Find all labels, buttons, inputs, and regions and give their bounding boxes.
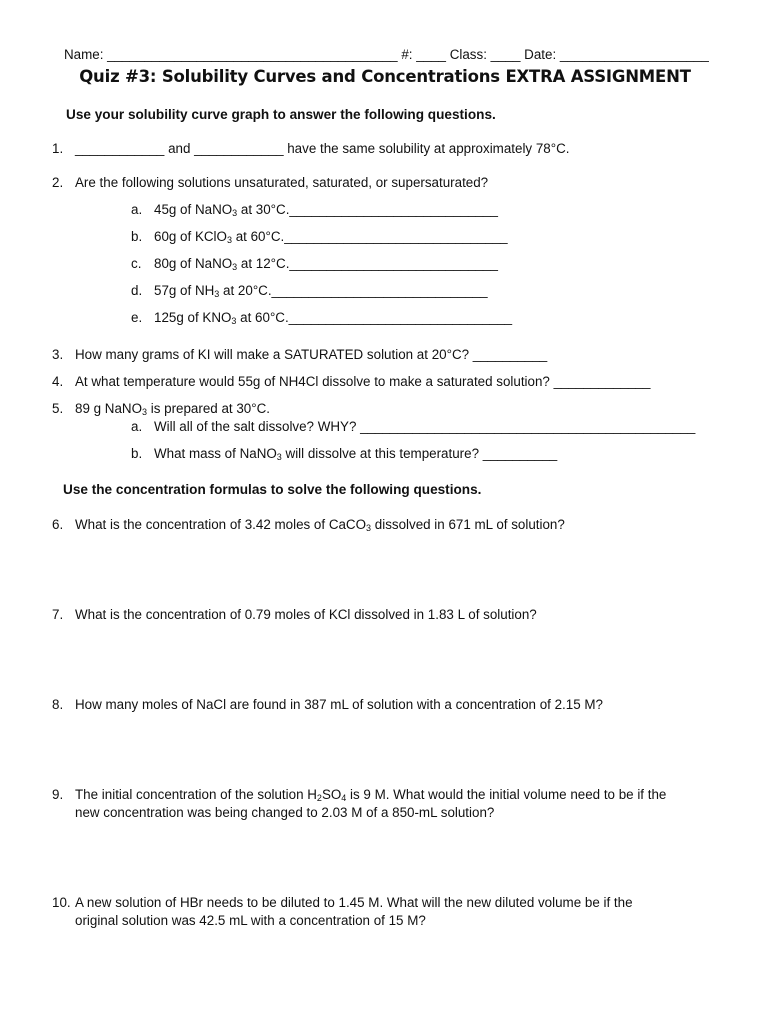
q2-item-pre: 57g of NH	[154, 283, 215, 298]
q4-text: At what temperature would 55g of NH4Cl dissolve to make a saturated solution? _____________	[75, 374, 651, 389]
q10-number: 10.	[52, 895, 71, 910]
q9-number: 9.	[52, 787, 64, 802]
q2-item-text	[154, 202, 498, 218]
q2-item-pre: 45g of NaNO	[154, 202, 233, 217]
section1-heading: Use your solubility curve graph to answer the following questions.	[66, 107, 496, 122]
q3-number: 3.	[52, 347, 64, 362]
q7-number: 7.	[52, 607, 64, 622]
q1-text: ____________ and ____________ have the same solubility at approximately 78°C.	[75, 141, 570, 156]
q2-item-letter: e.	[131, 310, 143, 325]
q2-item-sub: 3	[214, 289, 220, 299]
q2-item-text	[154, 256, 498, 272]
q2-item-text	[154, 229, 508, 245]
q2-text: Are the following solutions unsaturated, saturated, or supersaturated?	[75, 175, 489, 190]
q2-item-letter: c.	[131, 256, 142, 271]
q2-number: 2.	[52, 175, 64, 190]
q8-number: 8.	[52, 697, 64, 712]
q5-pre: 89 g NaNO	[75, 401, 142, 416]
q5b-text	[154, 446, 557, 462]
q6-number: 6.	[52, 517, 64, 532]
q9-text-line2: new concentration was being changed to 2.03 M of a 850-mL solution?	[75, 805, 495, 820]
q5a-letter: a.	[131, 419, 143, 434]
q5b-pre: What mass of NaNO	[154, 446, 277, 461]
q8-text: How many moles of NaCl are found in 387 mL of solution with a concentration of 2.15 M?	[75, 697, 603, 712]
page-title: Quiz #3: Solubility Curves and Concentrations EXTRA ASSIGNMENT	[79, 67, 691, 86]
q5a-text: Will all of the salt dissolve? WHY? _____________________________________________	[154, 419, 696, 434]
q2-item-letter: a.	[131, 202, 143, 217]
q2-item-letter: b.	[131, 229, 143, 244]
q2-item-post: at 60°C.______________________________	[236, 310, 513, 325]
q5-text	[75, 401, 270, 417]
q2-item-post: at 60°C.______________________________	[231, 229, 508, 244]
q5b-sub: 3	[276, 452, 282, 462]
q9-sub1: 2	[316, 793, 322, 803]
q9-text	[75, 787, 666, 803]
q9-pre: The initial concentration of the solution H	[75, 787, 317, 802]
q2-item-pre: 125g of KNO	[154, 310, 232, 325]
q9-sub2: 4	[341, 793, 347, 803]
q5-number: 5.	[52, 401, 64, 416]
q7-text: What is the concentration of 0.79 moles of KCl dissolved in 1.83 L of solution?	[75, 607, 537, 622]
q5b-post: will dissolve at this temperature? __________	[281, 446, 558, 461]
q2-item-pre: 60g of KClO	[154, 229, 227, 244]
q5-post: is prepared at 30°C.	[147, 401, 270, 416]
q6-text	[75, 517, 565, 533]
q3-text: How many grams of KI will make a SATURATED solution at 20°C? __________	[75, 347, 548, 362]
q10-text-line1: A new solution of HBr needs to be diluted to 1.45 M. What will the new diluted volume be if the	[75, 895, 633, 910]
q2-item-pre: 80g of NaNO	[154, 256, 233, 271]
q2-item-post: at 12°C.____________________________	[237, 256, 498, 271]
q2-item-text	[154, 283, 488, 299]
q9-post: is 9 M. What would the initial volume need to be if the	[346, 787, 667, 802]
q2-item-text	[154, 310, 512, 326]
section2-heading: Use the concentration formulas to solve the following questions.	[63, 482, 482, 497]
q1-number: 1.	[52, 141, 64, 156]
q10-text-line2: original solution was 42.5 mL with a concentration of 15 M?	[75, 913, 426, 928]
q5-sub: 3	[142, 407, 148, 417]
header-name-line: Name: _______________________________________ #: ____ Class: ____ Date: ____________________	[64, 47, 709, 62]
q2-item-sub: 3	[232, 262, 238, 272]
q9-mid: SO	[321, 787, 342, 802]
q2-item-post: at 20°C._____________________________	[219, 283, 488, 298]
q6-sub: 3	[366, 523, 372, 533]
q2-item-post: at 30°C.____________________________	[237, 202, 498, 217]
q2-item-sub: 3	[232, 208, 238, 218]
q2-item-sub: 3	[231, 316, 237, 326]
q4-number: 4.	[52, 374, 64, 389]
q2-item-sub: 3	[226, 235, 232, 245]
q6-pre: What is the concentration of 3.42 moles of CaCO	[75, 517, 367, 532]
q2-item-letter: d.	[131, 283, 143, 298]
q5b-letter: b.	[131, 446, 143, 461]
q6-post: dissolved in 671 mL of solution?	[371, 517, 565, 532]
